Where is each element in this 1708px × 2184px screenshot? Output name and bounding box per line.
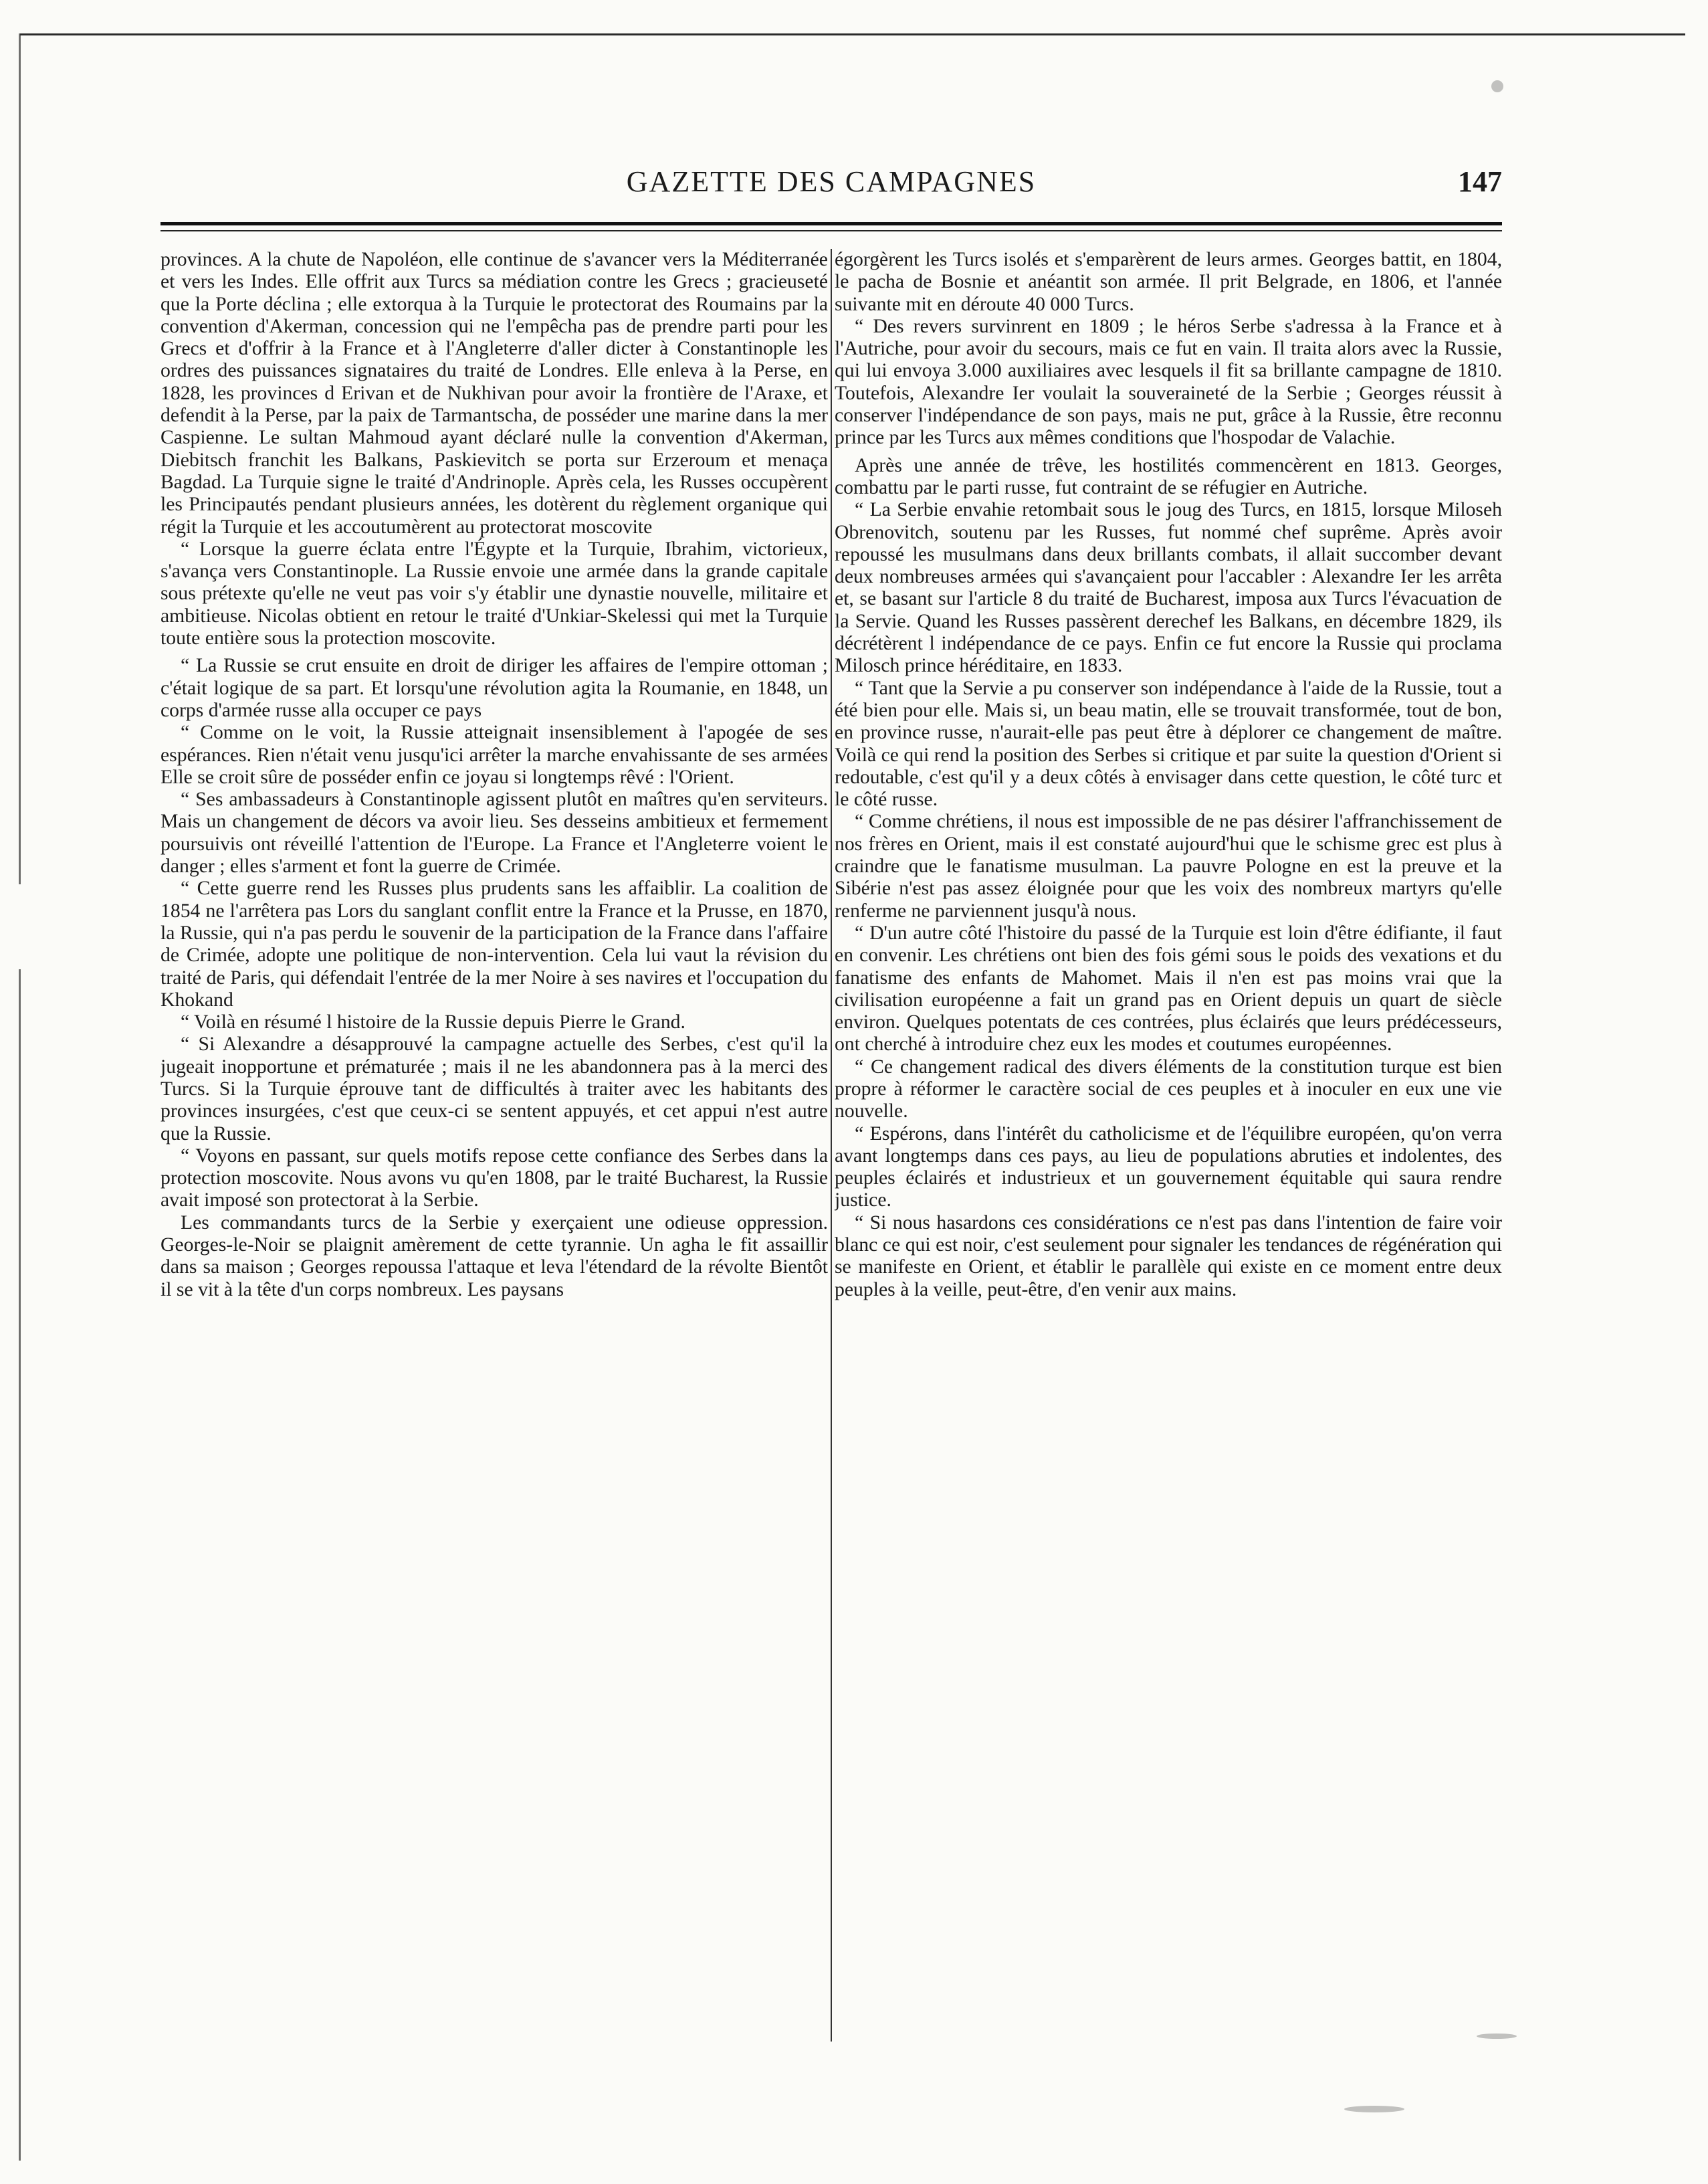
page-top-edge bbox=[20, 33, 1685, 35]
paragraph: “ Cette guerre rend les Russes plus prudents sans les affaiblir. La coalition de 1854 ne l'arrêtera pas Lors du sanglant conflit entre la France et la Prusse, en 1870, la Russie, qui n'a pas perdu le souvenir de la participation de la France dans l'affaire de Crimée, adopte une politique de non-intervention. Cela lui vaut la révision du traité de Paris, qui défendait l'entrée de la mer Noire à ses navires et l'occupation du Khokand bbox=[161, 878, 828, 1011]
paragraph: “ Ce changement radical des divers éléments de la constitution turque est bien propre à réformer le caractère social de ces peuples et à inoculer en eux une vie nouvelle. bbox=[835, 1056, 1502, 1122]
paragraph: “ La Russie se crut ensuite en droit de diriger les affaires de l'empire ottoman ; c'était logique de sa part. Et lorsqu'une révolution agita la Roumanie, en 1848, un corps d'armée russe alla occuper ce pays bbox=[161, 655, 828, 721]
paragraph: “ Ses ambassadeurs à Constantinople agissent plutôt en maîtres qu'en serviteurs. Mais un changement de décors va avoir lieu. Ses desseins ambitieux et fermement poursuivis ont réveillé l'attention de l'Europe. La France et l'Angleterre voient le danger ; elles s'arment et font la guerre de Crimée. bbox=[161, 789, 828, 878]
ink-speck bbox=[1491, 80, 1503, 92]
paragraph: “ Tant que la Servie a pu conserver son indépendance à l'aide de la Russie, tout a été bien pour elle. Mais si, un beau matin, elle se trouvait transformée, tout de bon, en province russe, n'aurait-elle pas peut être à déplorer ce changement de maître. Voilà ce qui rend la position des Serbes si critique et par suite la question d'Orient si redoutable, c'est qu'il y a deux côtés à envisager dans cette question, le côté turc et le côté russe. bbox=[835, 677, 1502, 811]
ink-speck bbox=[1477, 2033, 1517, 2039]
paragraph: “ Voilà en résumé l histoire de la Russie depuis Pierre le Grand. bbox=[181, 1011, 685, 1033]
paragraph: “ Si nous hasardons ces considérations ce n'est pas dans l'intention de faire voir blanc ce qui est noir, c'est seulement pour signaler les tendances de régénération qui se manifeste en Orient, et établir le parallèle qui existe en ce moment entre deux peuples à la veille, peut-être, d'en venir aux mains. bbox=[835, 1211, 1502, 1300]
page-number: 147 bbox=[1458, 165, 1502, 198]
paragraph: égorgèrent les Turcs isolés et s'emparèrent de leurs armes. Georges battit, en 1804, le pacha de Bosnie et anéantit son armée. Il prit Belgrade, en 1806, et l'année suivante mit en déroute 40 000 Turcs. bbox=[835, 249, 1502, 315]
page-left-edge bbox=[19, 33, 21, 2161]
paragraph: “ D'un autre côté l'histoire du passé de la Turquie est loin d'être édifiante, il faut en convenir. Les chrétiens ont bien des fois gémi sous le poids des vexations et du fanatisme des enfants de Mahomet. Mais il n'en est pas moins vrai que la civilisation européenne a fait un grand pas en Orient depuis un quart de siècle environ. Quelques potentats de ces contrées, plus éclairés que leurs prédécesseurs, ont cherché à introduire chez eux les modes et coutumes européennes. bbox=[835, 922, 1502, 1056]
ink-speck bbox=[1344, 2106, 1404, 2112]
header-rule-thick bbox=[161, 222, 1502, 225]
paragraph: “ Comme on le voit, la Russie atteignait insensiblement à l'apogée de ses espérances. Rien n'était venu jusqu'ici arrêter la marche envahissante de ses armées Elle se croit sûre de posséder enfin ce joyau si longtemps rêvé : l'Orient. bbox=[161, 722, 828, 788]
paragraph: “ Lorsque la guerre éclata entre l'Égypte et la Turquie, Ibrahim, victorieux, s'avança vers Constantinople. La Russie envoie une armée dans la grande capitale sous prétexte qu'elle ne veut pas voir s'y établir une dynastie nouvelle, militaire et ambitieuse. Nicolas obtient en retour le traité d'Unkiar-Skelessi qui met la Turquie toute entière sous la protection moscovite. bbox=[161, 538, 828, 650]
paragraph: provinces. A la chute de Napoléon, elle continue de s'avancer vers la Méditerranée et vers les Indes. Elle offrit aux Turcs sa médiation contre les Grecs ; gracieuseté que la Porte déclina ; elle extorqua à la Turquie le protectorat des Roumains par la convention d'Akerman, concession qui ne l'empêcha pas de prendre parti pour les Grecs et d'offrir à la France et à l'Angleterre d'aller dicter à Constantinople les ordres des puissances signataires du traité de Londres. Elle enleva à la Perse, en 1828, les provinces d Erivan et de Nukhivan pour avoir la frontière de l'Araxe, et defendit à la Perse, par la paix de Tarmantscha, de posséder une marine dans la mer Caspienne. Le sultan Mahmoud ayant déclaré nulle la convention d'Akerman, Diebitsch franchit les Balkans, Paskievitch se porta sur Erzeroum et menaça Bagdad. La Turquie signe le traité d'Andrinople. Après cela, les Russes occupèrent les Principautés pendant plusieurs années, les dotèrent du règlement organique qui régit la Turquie et les accoutumèrent au protectorat moscovite bbox=[161, 249, 828, 538]
left-column bbox=[161, 249, 828, 2139]
newspaper-title: GAZETTE DES CAMPAGNES bbox=[626, 165, 1037, 198]
right-column bbox=[835, 249, 1502, 2139]
column-divider bbox=[831, 249, 832, 2042]
header-rule-thin bbox=[161, 230, 1502, 231]
paragraph: “ Espérons, dans l'intérêt du catholicisme et de l'équilibre européen, qu'on verra avant longtemps dans ces pays, au lieu de populations abruties et indolentes, des peuples éclairés et industrieux et un gouvernement équitable qui saura rendre justice. bbox=[835, 1122, 1502, 1211]
paragraph: “ Si Alexandre a désapprouvé la campagne actuelle des Serbes, c'est qu'il la jugeait inopportune et prématurée ; mais il ne les abandonnera pas à la merci des Turcs. Si la Turquie éprouve tant de difficultés à traiter avec les habitants des provinces insurgées, c'est que ceux-ci se sentent appuyés, et cet appui n'est autre que la Russie. bbox=[161, 1033, 828, 1145]
page-header bbox=[161, 165, 1502, 211]
paragraph: Les commandants turcs de la Serbie y exerçaient une odieuse oppression. Georges-le-Noir se plaignit amèrement de cette tyrannie. Un agha le fit assaillir dans sa maison ; Georges repoussa l'attaque et leva l'étendard de la révolte Bientôt il se vit à la tête d'un corps nombreux. Les paysans bbox=[161, 1211, 828, 1300]
paragraph: “ Comme chrétiens, il nous est impossible de ne pas désirer l'affranchissement de nos frères en Orient, mais il est constaté aujourd'hui que le schisme grec est plus à craindre que le fanatisme musulman. La pauvre Pologne en est la preuve et la Sibérie n'est pas assez éloignée pour que les voix des nombreux martyrs qu'elle renferme ne parviennent jusqu'à nous. bbox=[835, 811, 1502, 922]
paragraph: “ Des revers survinrent en 1809 ; le héros Serbe s'adressa à la France et à l'Autriche, pour avoir du secours, mais ce fut en vain. Il traita alors avec la Russie, qui lui envoya 3.000 auxiliaires avec lesquels il fit sa brillante campagne de 1810. Toutefois, Alexandre Ier voulait la souveraineté de la Serbie ; Georges réussit à conserver l'indépendance de son pays, mais ne put, grâce à la Russie, être reconnu prince par les Turcs aux mêmes conditions que l'hospodar de Valachie. bbox=[835, 315, 1502, 449]
paragraph: “ Voyons en passant, sur quels motifs repose cette confiance des Serbes dans la protection moscovite. Nous avons vu qu'en 1808, par le traité Bucharest, la Russie avait imposé son protectorat à la Serbie. bbox=[161, 1145, 828, 1211]
paragraph: Après une année de trêve, les hostilités commencèrent en 1813. Georges, combattu par le parti russe, fut contraint de se réfugier en Autriche. bbox=[835, 454, 1502, 498]
paragraph: “ La Serbie envahie retombait sous le joug des Turcs, en 1815, lorsque Miloseh Obrenovitch, soutenu par les Russes, fut nommé chef suprême. Après avoir repoussé les musulmans dans deux brillants combats, il allait succomber devant deux nombreuses armées qui s'avançaient pour l'accabler : Alexandre Ier les arrêta et, se basant sur l'article 8 du traité de Bucharest, imposa aux Turcs l'évacuation de la Servie. Quand les Russes passèrent derechef les Balkans, en décembre 1829, ils décrétèrent l indépendance de ce pays. Enfin ce fut encore la Russie qui proclama Milosch prince héréditaire, en 1833. bbox=[835, 499, 1502, 677]
